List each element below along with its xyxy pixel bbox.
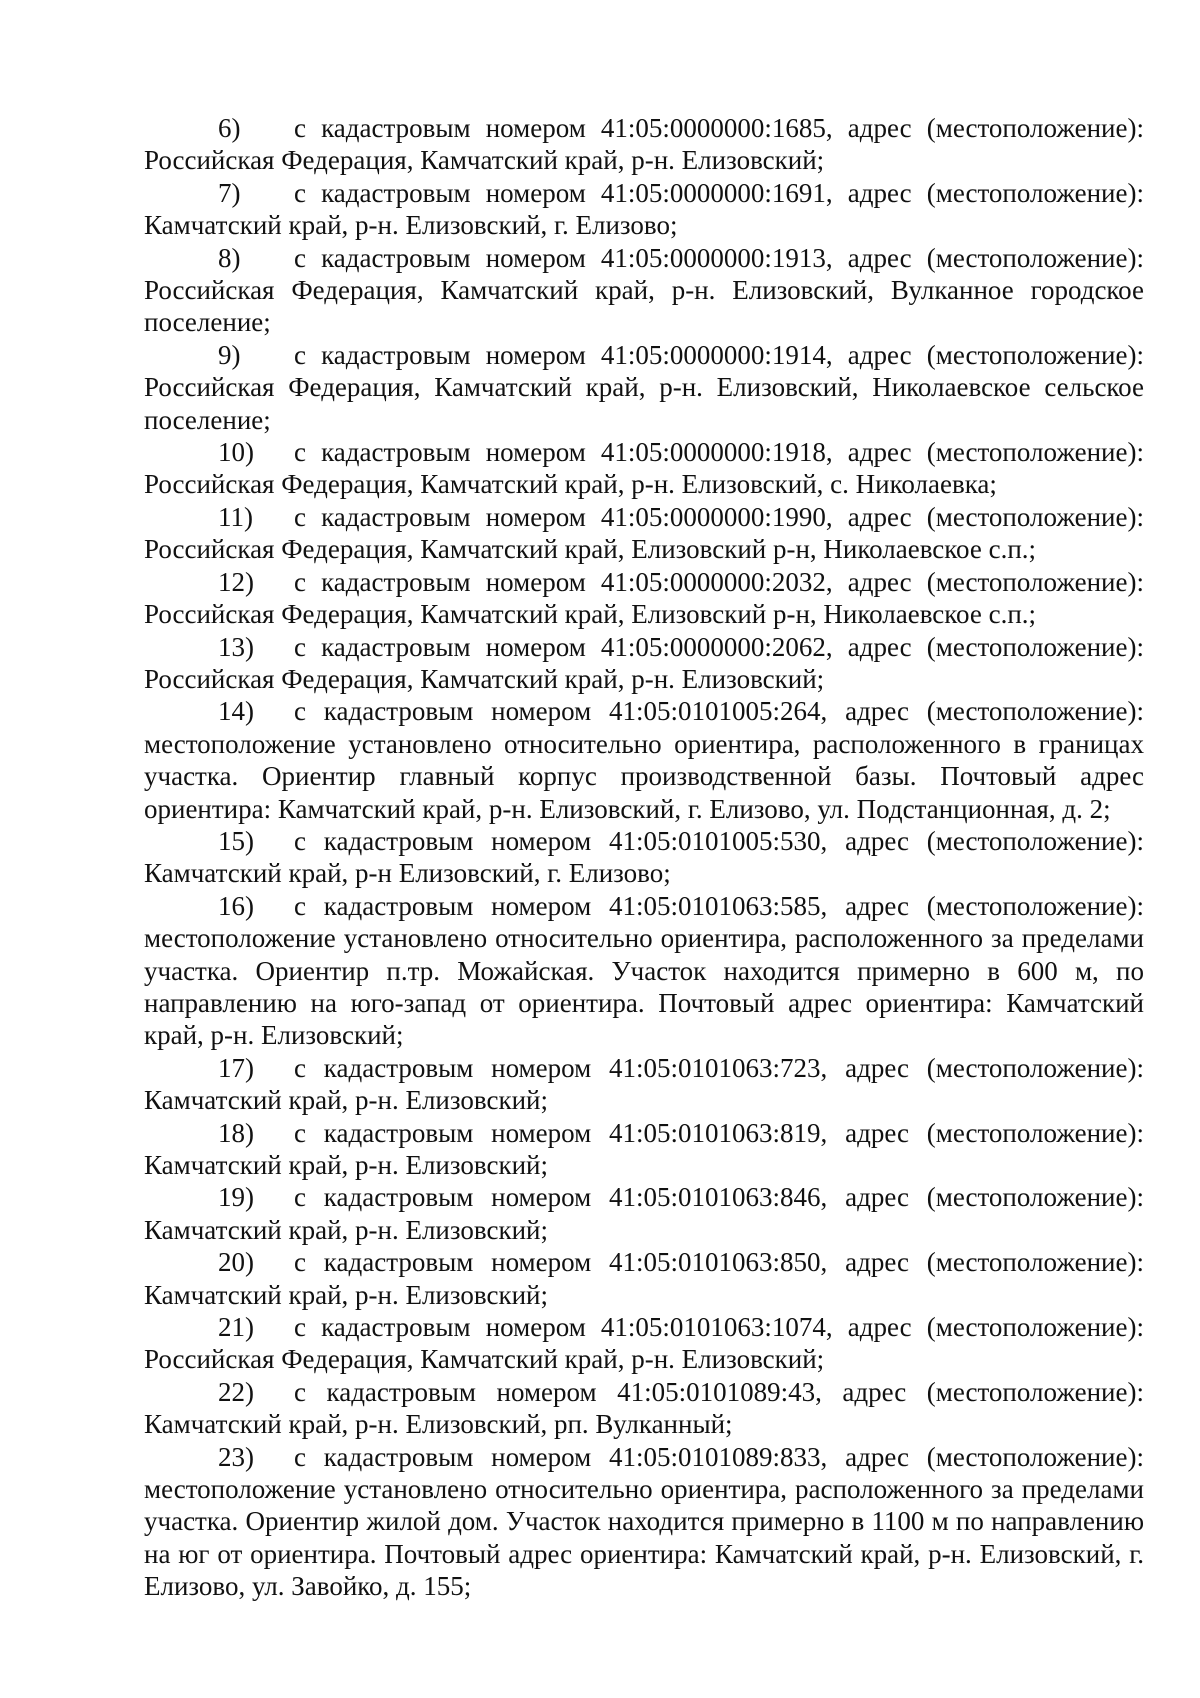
list-item xyxy=(144,1181,1144,1246)
item-text: с кадастровым номером 41:05:0101063:1074, адрес (местоположение): Российская Федерация, Камчатский край, р-н. Елизовский; xyxy=(144,1312,1144,1375)
list-item xyxy=(144,566,1144,631)
item-number: 6) xyxy=(218,113,241,143)
list-item xyxy=(144,112,1144,177)
item-number: 9) xyxy=(218,339,241,370)
item-text: с кадастровым номером 41:05:0000000:1913, адрес (местоположение): Российская Федерация, Камчатский край, р-н. Елизовский, Вулканное городское поселение; xyxy=(144,242,1144,338)
list-item xyxy=(144,631,1144,696)
item-text: с кадастровым номером 41:05:0101063:723, адрес (местоположение): Камчатский край, р-н. Елизовский; xyxy=(144,1052,1144,1116)
item-text: с кадастровым номером 41:05:0000000:1918, адрес (местоположение): Российская Федерация, Камчатский край, р-н. Елизовский, с. Николаевка; xyxy=(144,437,1144,500)
list-item xyxy=(144,436,1144,501)
list-item xyxy=(144,1246,1144,1311)
list-item xyxy=(144,890,1144,1052)
item-text: с кадастровым номером 41:05:0101063:819, адрес (местоположение): Камчатский край, р-н. Елизовский; xyxy=(144,1117,1144,1180)
item-text: с кадастровым номером 41:05:0000000:2032, адрес (местоположение): Российская Федерация, Камчатский край, Елизовский р-н, Николаевское с.п.; xyxy=(144,566,1144,630)
list-item xyxy=(144,242,1144,339)
list-item xyxy=(144,177,1144,242)
item-text: с кадастровым номером 41:05:0000000:1914, адрес (местоположение): Российская Федерация, Камчатский край, р-н. Елизовский, Николаевское сельское поселение; xyxy=(144,339,1144,435)
item-number: 11) xyxy=(218,501,253,532)
item-number: 10) xyxy=(218,437,254,468)
item-number: 7) xyxy=(218,177,241,208)
list-item xyxy=(144,1311,1144,1376)
item-number: 13) xyxy=(218,631,254,662)
document-page xyxy=(144,112,1144,1603)
list-item xyxy=(144,695,1144,825)
item-number: 17) xyxy=(218,1052,254,1083)
item-text: с кадастровым номером 41:05:0101005:264, адрес (местоположение): местоположение установлено относительно ориентира, расположенного в границах участка. Ориентир главный корпус производственной базы. Почтовый адрес ориентира: Камчатский край, р-н. Елизовский, г. Елизово, ул. Подстанционная, д. 2; xyxy=(144,696,1144,824)
item-text: с кадастровым номером 41:05:0101005:530, адрес (местоположение): Камчатский край, р-н Елизовский, г. Елизово; xyxy=(144,825,1144,889)
item-text: с кадастровым номером 41:05:0101063:850, адрес (местоположение): Камчатский край, р-н. Елизовский; xyxy=(144,1247,1144,1310)
item-number: 15) xyxy=(218,825,254,856)
item-number: 23) xyxy=(218,1441,254,1472)
list-item xyxy=(144,1376,1144,1441)
list-item xyxy=(144,1117,1144,1182)
list-item xyxy=(144,501,1144,566)
item-text: с кадастровым номером 41:05:0000000:1685, адрес (местоположение): Российская Федерация, Камчатский край, р-н. Елизовский; xyxy=(144,113,1144,176)
item-number: 8) xyxy=(218,242,241,273)
item-text: с кадастровым номером 41:05:0000000:2062, адрес (местоположение): Российская Федерация, Камчатский край, р-н. Елизовский; xyxy=(144,631,1144,694)
item-number: 18) xyxy=(218,1117,254,1148)
item-number: 21) xyxy=(218,1312,254,1343)
item-number: 19) xyxy=(218,1182,254,1213)
item-text: с кадастровым номером 41:05:0000000:1990, адрес (местоположение): Российская Федерация, Камчатский край, Елизовский р-н, Николаевское с.п.; xyxy=(144,501,1144,565)
item-text: с кадастровым номером 41:05:0101063:846, адрес (местоположение): Камчатский край, р-н. Елизовский; xyxy=(144,1182,1144,1245)
item-text: с кадастровым номером 41:05:0101063:585, адрес (местоположение): местоположение установлено относительно ориентира, расположенного за пределами участка. Ориентир п.тр. Можайская. Участок находится примерно в 600 м, по направлению на юго-запад от ориентира. Почтовый адрес ориентира: Камчатский край, р-н. Елизовский; xyxy=(144,890,1144,1051)
item-number: 16) xyxy=(218,890,254,921)
item-number: 12) xyxy=(218,566,254,597)
list-item xyxy=(144,1052,1144,1117)
list-item xyxy=(144,339,1144,436)
item-text: с кадастровым номером 41:05:0000000:1691, адрес (местоположение): Камчатский край, р-н. Елизовский, г. Елизово; xyxy=(144,177,1144,241)
item-number: 22) xyxy=(218,1376,254,1407)
item-number: 20) xyxy=(218,1247,254,1278)
list-item xyxy=(144,1441,1144,1603)
item-text: с кадастровым номером 41:05:0101089:43, адрес (местоположение): Камчатский край, р-н. Елизовский, рп. Вулканный; xyxy=(144,1376,1144,1440)
item-number: 14) xyxy=(218,696,254,727)
list-item xyxy=(144,825,1144,890)
item-text: с кадастровым номером 41:05:0101089:833, адрес (местоположение): местоположение установлено относительно ориентира, расположенного за пределами участка. Ориентир жилой дом. Участок находится примерно в 1100 м по направлению на юг от ориентира. Почтовый адрес ориентира: Камчатский край, р-н. Елизовский, г. Елизово, ул. Завойко, д. 155; xyxy=(144,1441,1144,1602)
